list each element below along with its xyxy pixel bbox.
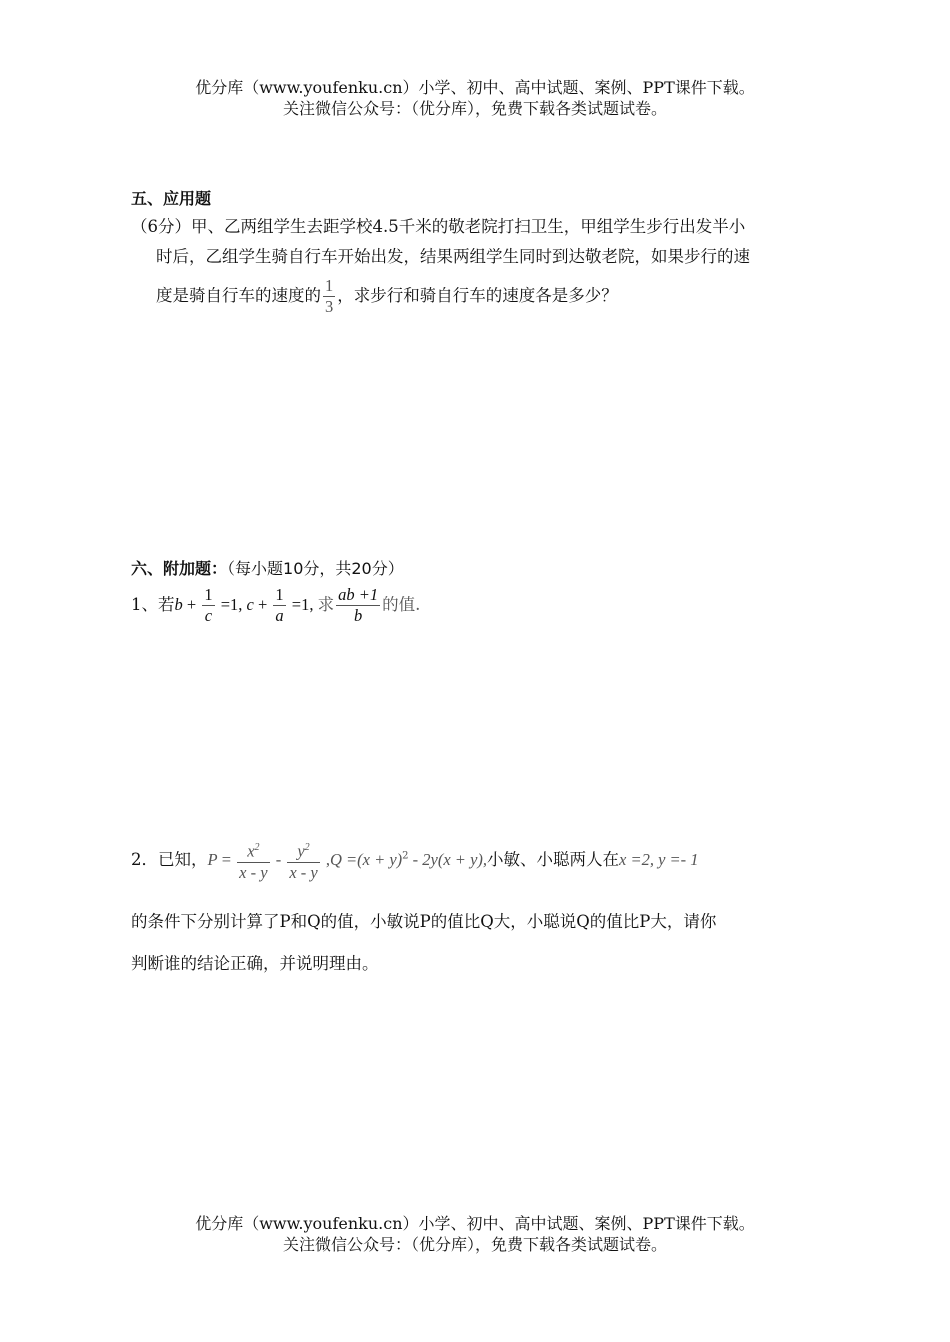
q1-plus-1: +	[182, 595, 201, 614]
question-2-line-3: 判断谁的结论正确，并说明理由。	[131, 954, 379, 973]
header-line-2: 关注微信公众号：（优分库），免费下载各类试题试卷。	[282, 99, 667, 118]
q1-f2-num: 1	[275, 585, 284, 604]
section-5-line-1: （6分）甲、乙两组学生去距学校4.5千米的敬老院打扫卫生，甲组学生步行出发半小	[131, 217, 746, 236]
q2-f1-num: x	[247, 841, 255, 861]
q2-q-rest: - 2y(x + y),	[408, 849, 488, 869]
question-2-line-1	[131, 838, 699, 883]
q2-f2-num: y	[297, 841, 305, 861]
q2-f1-num-wrap	[237, 838, 269, 863]
q2-fraction-1	[237, 838, 269, 883]
footer-line-2: 关注微信公众号：（优分库），免费下载各类试题试卷。	[282, 1235, 667, 1254]
q2-lead: 2．已知，	[131, 849, 208, 869]
q1-var-b: b	[174, 595, 183, 614]
q1-tail: 的值.	[382, 595, 421, 614]
q2-q-expr: =(x + y)	[341, 849, 403, 869]
q2-q-exp: 2	[402, 850, 409, 862]
q1-eq-2: =1,	[287, 595, 318, 614]
q1-f3-den: b	[353, 606, 363, 625]
header-line-1: 优分库（www.youfenku.cn）小学、初中、高中试题、案例、PPT课件下载。	[195, 78, 755, 97]
q1-ask: 求	[317, 595, 335, 614]
q1-eq-1: =1,	[216, 595, 247, 614]
section-5-line-3	[156, 276, 618, 317]
section-6-title	[131, 556, 404, 579]
section-5-line-3-post: ，求步行和骑自行车的速度各是多少？	[337, 286, 618, 305]
question-2-line-2: 的条件下分别计算了P和Q的值，小敏说P的值比Q大，小聪说Q的值比P大，请你	[131, 912, 717, 931]
section-6-title-text: 六、附加题：	[131, 559, 228, 578]
section-6-note: （每小题10分，共20分）	[227, 559, 404, 578]
q1-var-c: c	[246, 595, 254, 614]
q1-lead: 1、若	[131, 595, 175, 614]
section-5-title: 五、应用题	[131, 189, 212, 208]
section-5-line-3-pre: 度是骑自行车的速度的	[156, 286, 321, 305]
q2-condition: x =2, y =- 1	[619, 849, 699, 869]
q2-minus: -	[271, 849, 286, 869]
q1-f3-num: ab +1	[338, 585, 379, 604]
q1-fraction-1	[202, 585, 214, 626]
q2-eq: =	[217, 849, 236, 869]
q1-f1-num: 1	[204, 585, 213, 604]
q2-fraction-2	[287, 838, 319, 883]
q2-comma: ,	[321, 849, 330, 869]
fraction-one-third	[323, 276, 335, 317]
q1-f1-den: c	[204, 606, 213, 625]
q2-f2-num-wrap	[287, 838, 319, 863]
q2-f1-den: x - y	[239, 862, 268, 882]
q1-f2-den: a	[275, 606, 284, 625]
q1-fraction-2	[273, 585, 285, 626]
footer-line-1: 优分库（www.youfenku.cn）小学、初中、高中试题、案例、PPT课件下载。	[195, 1214, 755, 1233]
q2-f2-den: x - y	[289, 862, 318, 882]
question-1	[131, 585, 420, 626]
q2-f2-exp: 2	[304, 842, 310, 853]
page-footer	[0, 1213, 950, 1255]
section-5-line-2: 时后，乙组学生骑自行车开始出发，结果两组学生同时到达敬老院，如果步行的速	[156, 247, 750, 266]
q1-plus-2: +	[253, 595, 272, 614]
fraction-numerator: 1	[325, 276, 334, 295]
q1-fraction-3	[336, 585, 380, 626]
page-header	[0, 77, 950, 119]
q2-f1-exp: 2	[254, 842, 260, 853]
fraction-denominator: 3	[325, 297, 334, 316]
q2-var-q: Q	[329, 849, 342, 869]
q2-var-p: P	[207, 849, 218, 869]
q2-text-1: 小敏、小聪两人在	[487, 849, 620, 869]
